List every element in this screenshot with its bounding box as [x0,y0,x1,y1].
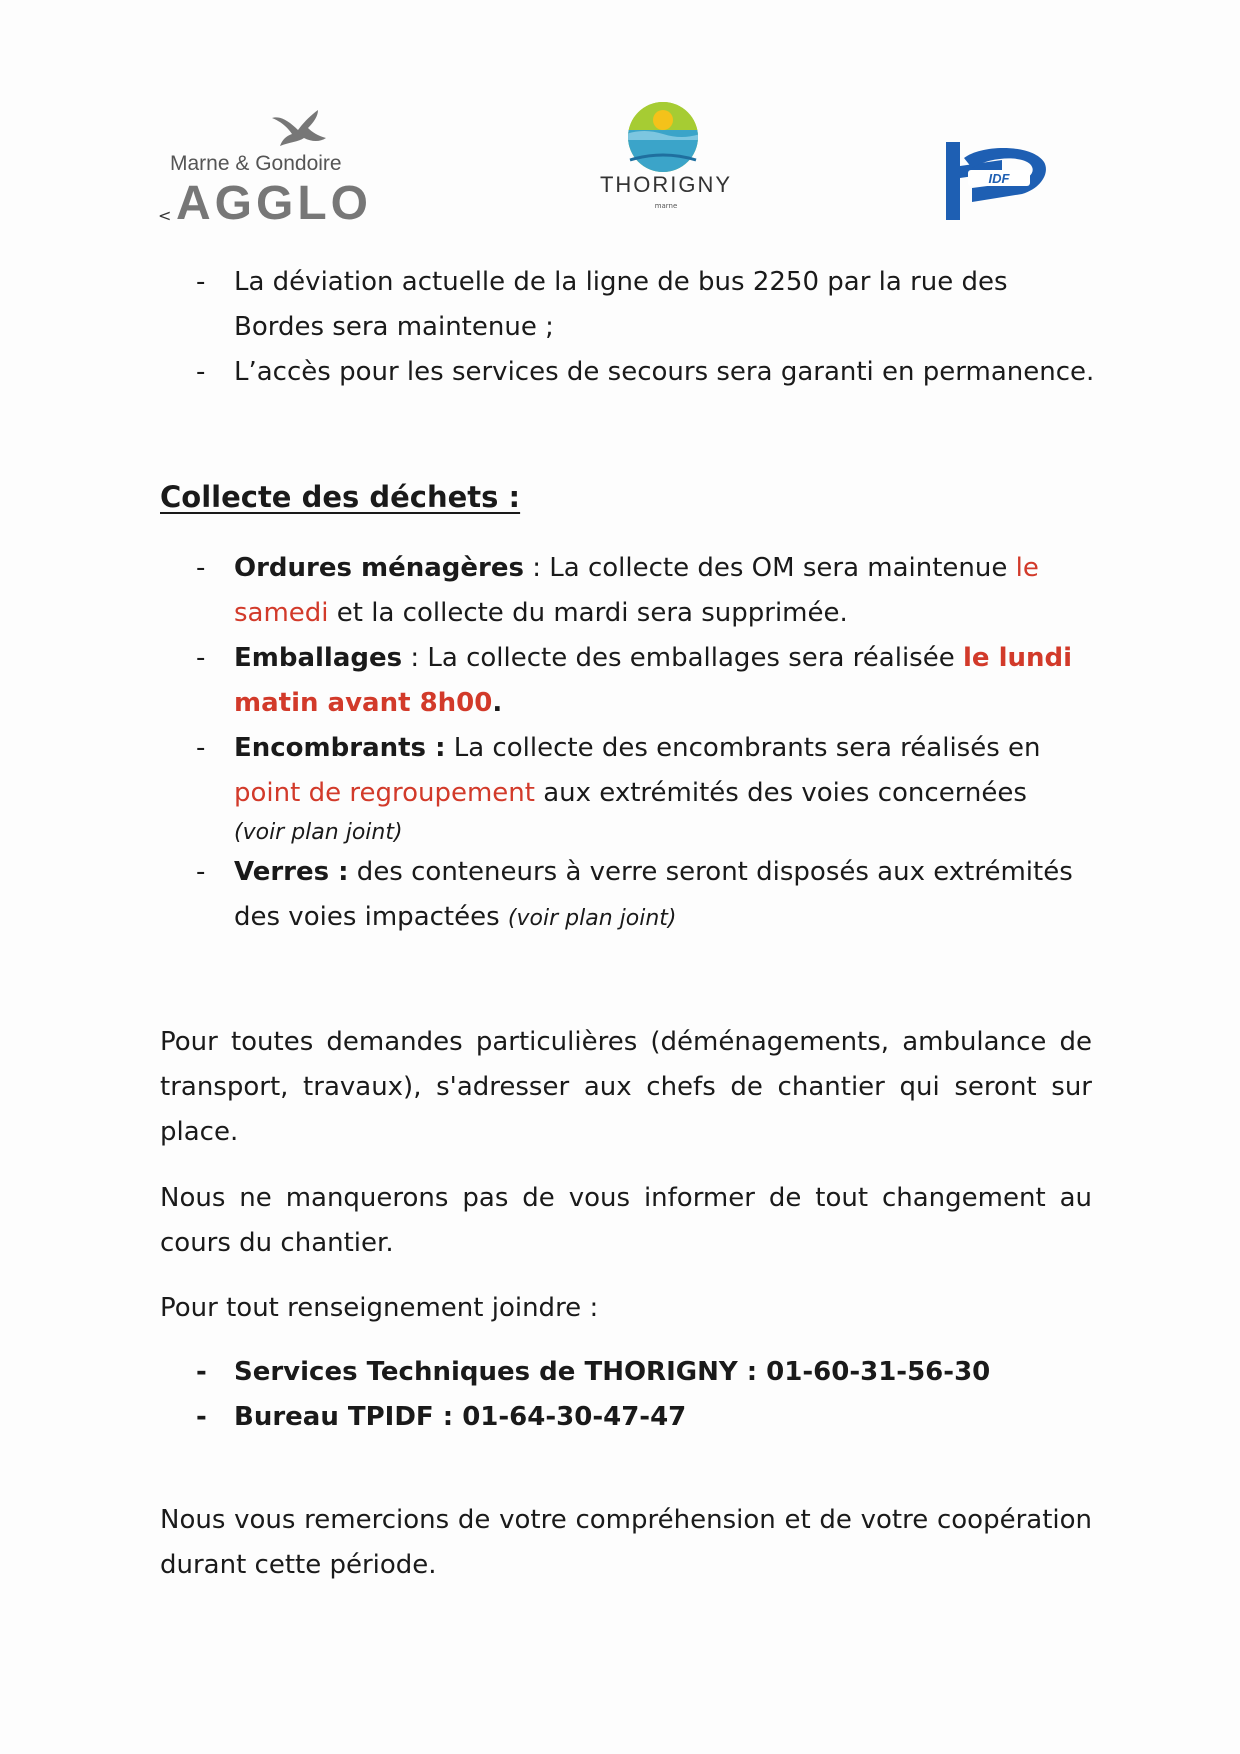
thanks-paragraph: Nous vous remercions de votre compréhension et de votre coopération durant cette période. [160,1505,1092,1580]
tpidf-logo-text: IDF [988,171,1010,186]
plan-note: (voir plan joint) [234,820,403,845]
contact-text: Services Techniques de THORIGNY : 01-60-31-56-30 [234,1357,991,1387]
highlight-text: le lundi matin avant 8h00 [234,643,1073,718]
dove-icon [268,108,328,158]
section-heading: Collecte des déchets : [160,480,521,514]
thorigny-logo-subtitle: marne [654,202,678,210]
agglo-logo-line1: Marne & Gondoire [170,152,342,175]
thorigny-logo [596,100,736,230]
contact-text: Bureau TPIDF : 01-64-30-47-47 [234,1402,687,1432]
plan-note: (voir plan joint) [507,906,677,931]
stray-mark: < [158,206,172,225]
list-item-glass: - Verres : des conteneurs à verre seront disposés aux extrémités des voies impactées (voir plan joint) [196,857,1073,932]
intro-bullet-text: L’accès pour les services de secours sera garanti en permanence. [234,357,1095,387]
thorigny-emblem-icon [626,100,700,174]
thorigny-logo-name: THORIGNY [599,172,733,197]
item-label: Ordures ménagères [234,553,524,583]
item-label: Emballages [234,643,403,673]
agglo-logo-wordmark: AGGLO [176,177,372,230]
item-label: Verres : [234,857,349,887]
requests-paragraph: Pour toutes demandes particulières (déménagements, ambulance de transport, travaux), s'adresser aux chefs de chantier qui seront sur place. [160,1027,1092,1147]
list-item-household-waste: - Ordures ménagères : La collecte des OM sera maintenue le samedi et la collecte du mardi sera supprimée. [196,553,1039,628]
tpidf-logo [942,138,1050,224]
list-item-bulky-items: - Encombrants : La collecte des encombrants sera réalisés en point de regroupement aux extrémités des voies concernées (voir plan joint) [196,726,1096,850]
highlight-text: le samedi [234,553,1039,628]
inform-paragraph: Nous ne manquerons pas de vous informer de tout changement au cours du chantier. [160,1183,1092,1258]
highlight-text: point de regroupement [234,778,535,808]
contact-list [196,1350,1096,1440]
contact-item-thorigny: - Services Techniques de THORIGNY : 01-60-31-56-30 [196,1357,991,1387]
contact-intro: Pour tout renseignement joindre : [160,1293,599,1323]
list-item-packaging: - Emballages : La collecte des emballages sera réalisée le lundi matin avant 8h00. [196,643,1073,718]
contact-item-tpidf: - Bureau TPIDF : 01-64-30-47-47 [196,1402,687,1432]
waste-collection-list [196,546,1096,941]
list-item: - L’accès pour les services de secours sera garanti en permanence. [196,357,1095,387]
intro-bullet-list [196,260,1096,395]
intro-bullet-text: La déviation actuelle de la ligne de bus 2250 par la rue des Bordes sera maintenue ; [234,267,1008,342]
list-item: - La déviation actuelle de la ligne de bus 2250 par la rue des Bordes sera maintenue ; [196,267,1008,342]
agglo-logo [158,108,378,234]
item-label: Encombrants : [234,733,446,763]
